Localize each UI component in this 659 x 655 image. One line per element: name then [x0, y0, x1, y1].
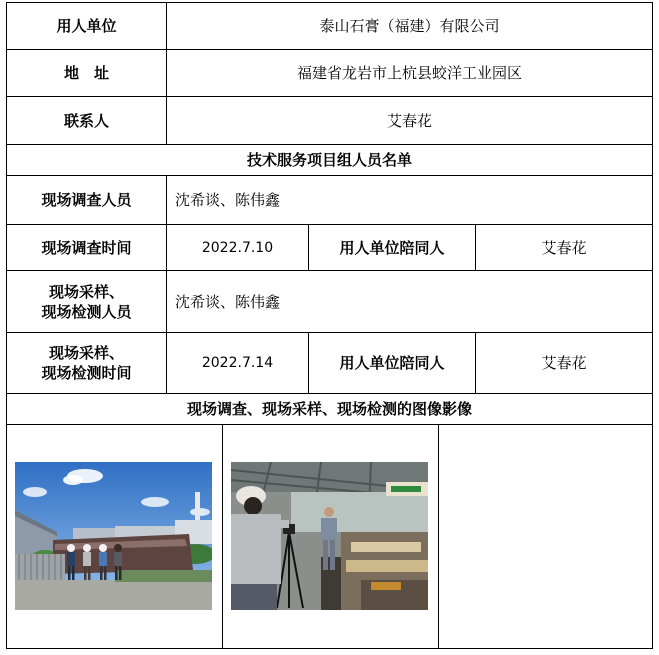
- table-border: [438, 424, 439, 649]
- survey-time-label: 现场调查时间: [41, 238, 132, 257]
- unit-label: 用人单位: [56, 17, 117, 35]
- survey-escort-value: 艾春花: [541, 238, 587, 257]
- survey-staff-label: 现场调查人员: [41, 191, 132, 209]
- worker-sampling-in-workshop-image: [231, 462, 428, 610]
- sampling-time-label: [7, 333, 166, 393]
- sampling-staff-value: 沈希谈、陈伟鑫: [175, 292, 281, 311]
- unit-value: 泰山石膏（福建）有限公司: [319, 17, 500, 35]
- survey-escort-label: 用人单位陪同人: [339, 238, 445, 257]
- sampling-time-label-line2: 现场检测时间: [41, 364, 132, 382]
- table-border: [6, 648, 653, 649]
- sampling-escort-label: 用人单位陪同人: [339, 354, 445, 372]
- sampling-escort-value: 艾春花: [541, 354, 587, 372]
- contact-label: 联系人: [63, 111, 109, 130]
- images-section-title: 现场调查、现场采样、现场检测的图像影像: [186, 400, 472, 418]
- sampling-staff-label-line2: 现场检测人员: [41, 302, 132, 321]
- survey-staff-value: 沈希谈、陈伟鑫: [175, 191, 281, 209]
- sampling-staff-label-line1: 现场采样、: [48, 282, 124, 301]
- table-border: [652, 2, 653, 649]
- survey-date: 2022.7.10: [201, 239, 274, 256]
- group-photo-at-factory-gate-image: [15, 462, 212, 610]
- table-border: [6, 424, 653, 425]
- address-label: 地 址: [63, 64, 109, 82]
- sampling-date: 2022.7.14: [201, 355, 274, 371]
- sampling-staff-label: [7, 271, 166, 332]
- table-border: [222, 424, 223, 649]
- sampling-time-label-line1: 现场采样、: [48, 344, 124, 362]
- team-section-title: 技术服务项目组人员名单: [246, 151, 412, 169]
- contact-value: 艾春花: [386, 111, 432, 130]
- address-value: 福建省龙岩市上杭县蛟洋工业园区: [296, 64, 522, 82]
